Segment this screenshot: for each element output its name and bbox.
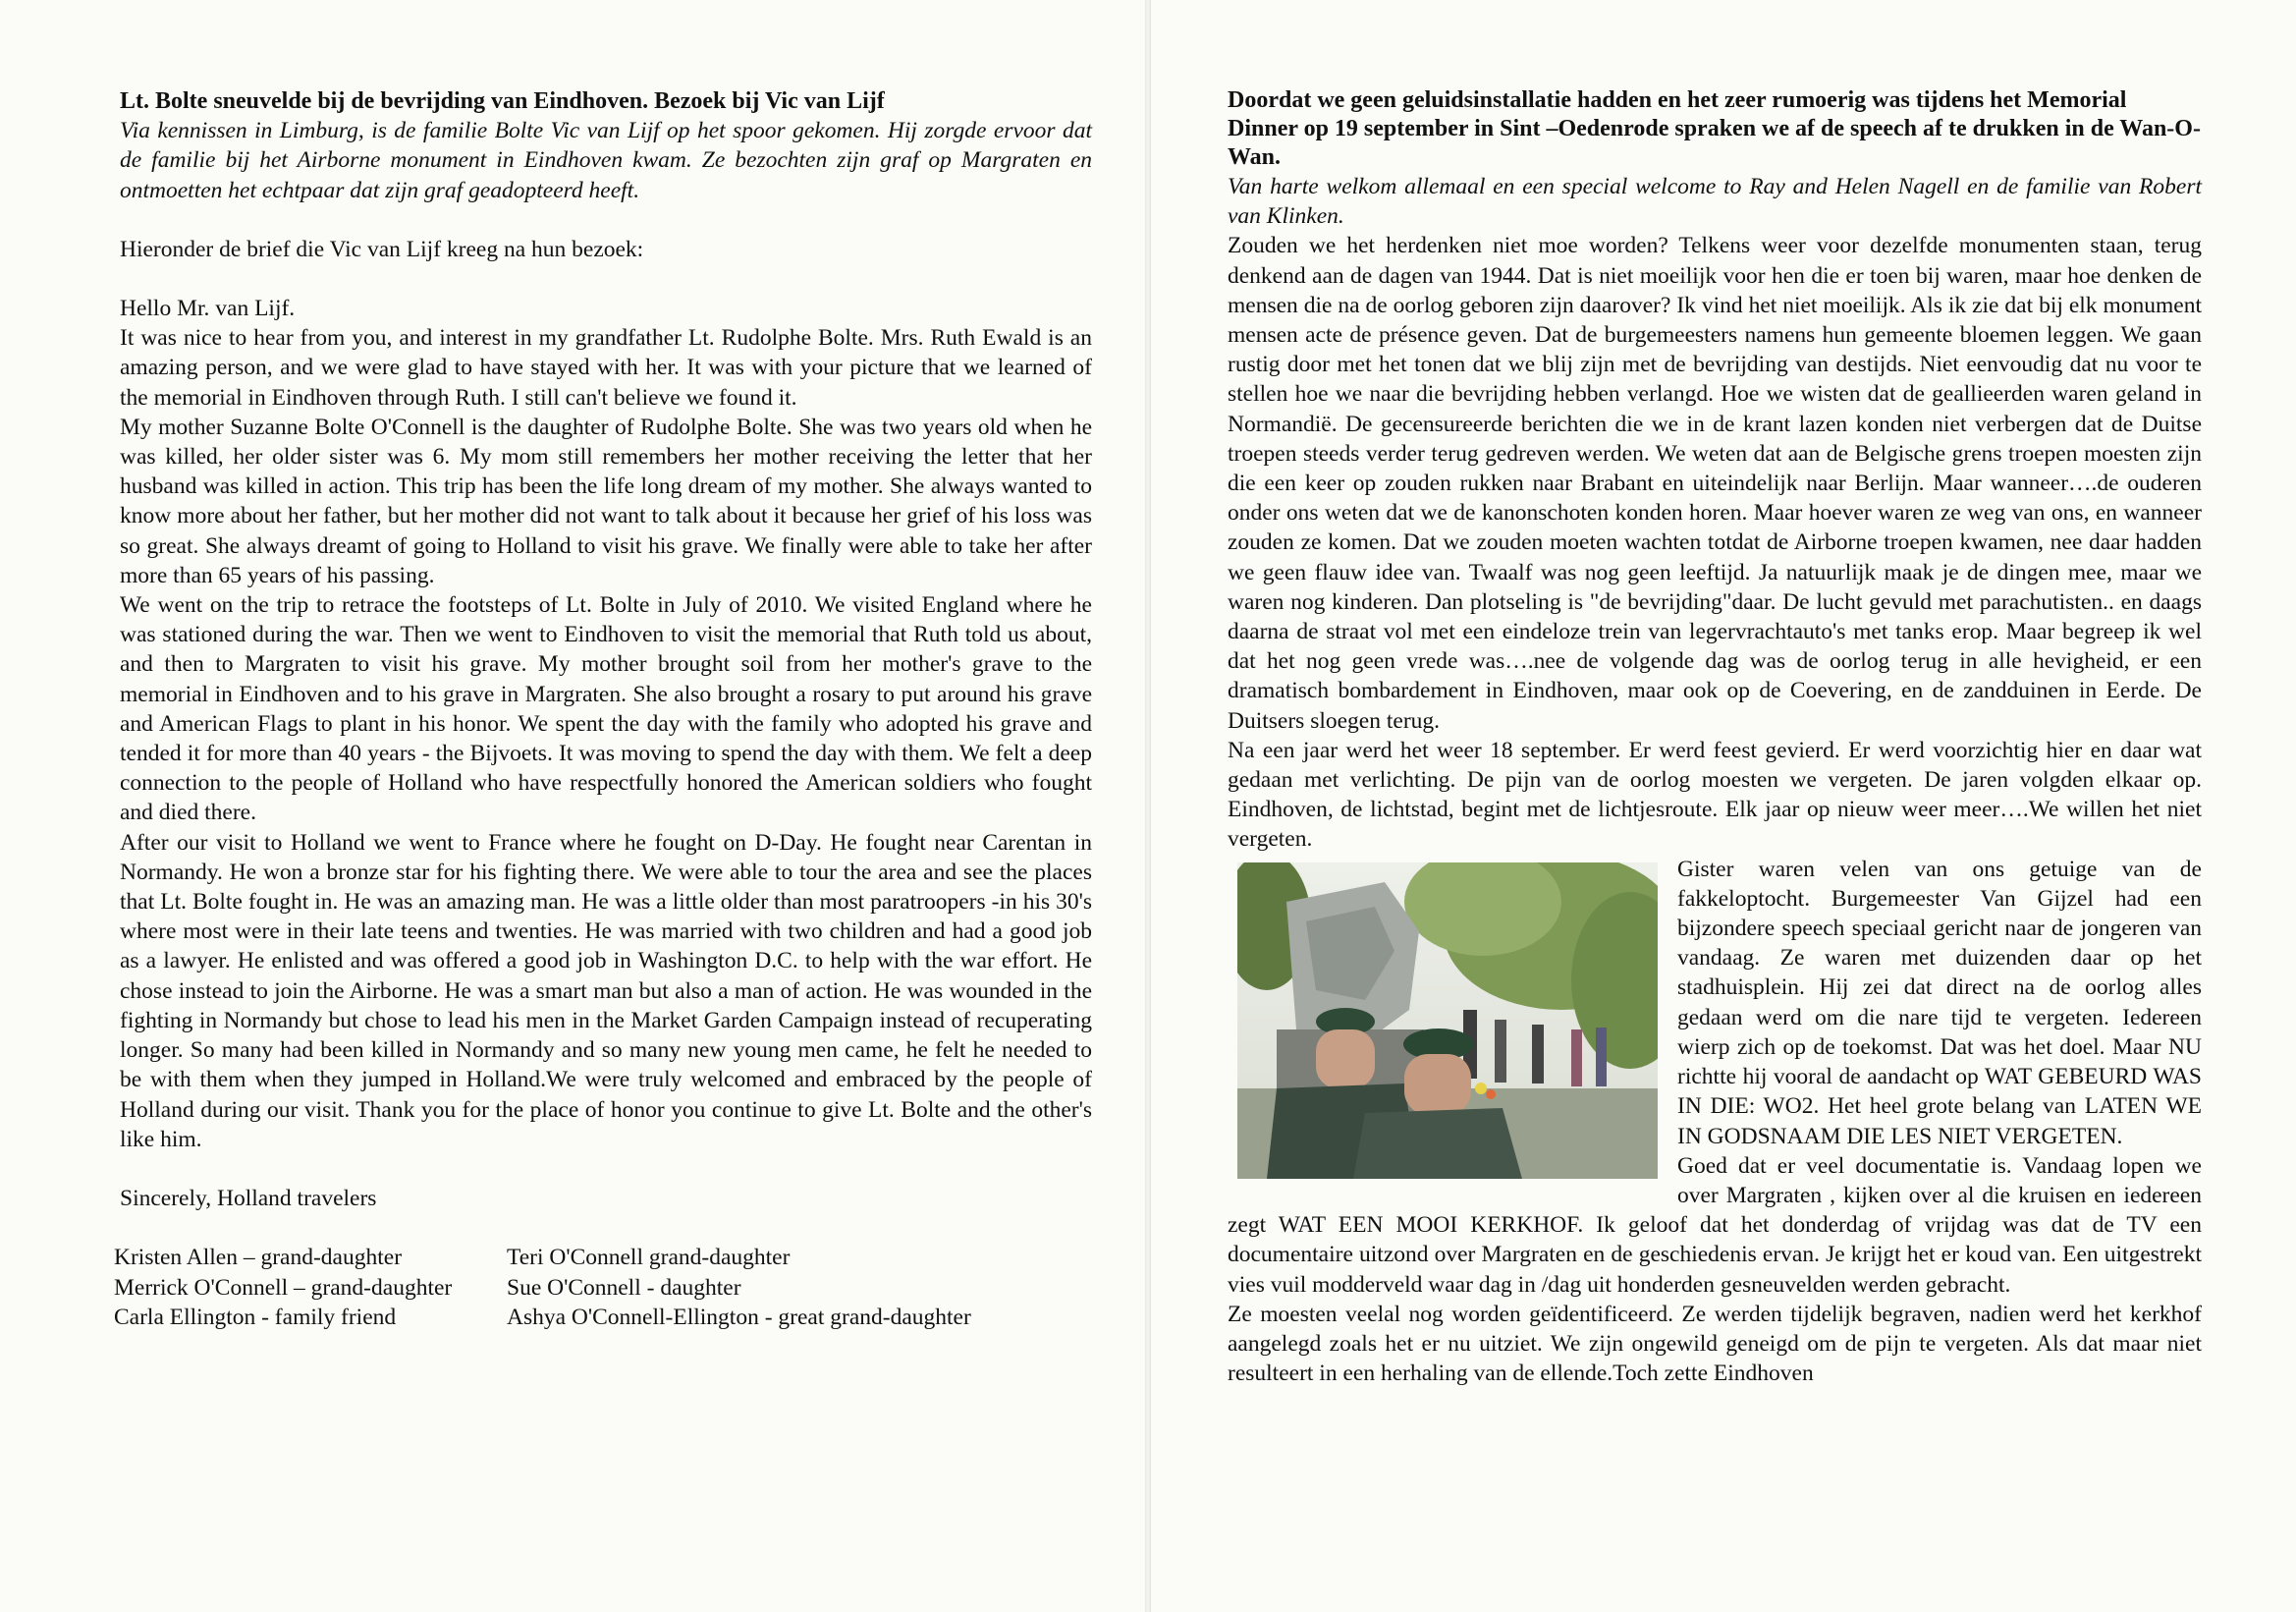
signature: Ashya O'Connell-Ellington - great grand-daughter <box>507 1305 971 1331</box>
left-page <box>114 86 1092 1333</box>
letter-lead: Hieronder de brief die Vic van Lijf kreeg na hun bezoek: <box>120 236 644 262</box>
letter-paragraph: It was nice to hear from you, and interest in my grandfather Lt. Rudolphe Bolte. Mrs. Ruth Ewald is an amazing person, and we were glad to have stayed with her. It was with your picture that we learned of the memorial in Eindhoven through Ruth. I still can't believe we found it. <box>120 325 1092 411</box>
right-intro: Van harte welkom allemaal en een special welcome to Ray and Helen Nagell en de familie van Robert van Klinken. <box>1228 174 2202 230</box>
speech-paragraph: Na een jaar werd het weer 18 september. Er werd feest gevierd. Er werd voorzichtig hier en daar wat gedaan met verlichting. De pijn van de oorlog moesten we vergeten. De jaren volgden elkaar op. Eindhoven, de lichtstad, begint met de lichtjesroute. Elk jaar op nieuw weer meer….We willen het niet vergeten. <box>1228 737 2202 853</box>
left-intro: Via kennissen in Limburg, is de familie Bolte Vic van Lijf op het spoor gekomen. Hij zorgde ervoor dat de familie bij het Airborne monument in Eindhoven kwam. Ze bezochten zijn graf op Margraten en ontmoetten het echtpaar dat zijn graf geadopteerd heeft. <box>120 118 1092 203</box>
letter-paragraph: After our visit to Holland we went to France where he fought on D-Day. He fought near Carentan in Normandy. He won a bronze star for his fighting there. We were able to tour the area and see the places that Lt. Bolte fought in. He was an amazing man. He was a little older than most paratroopers -in his 30's where most were in their late teens and twenties. He was married with two children and had a good job as a lawyer. He enlisted and was offered a good job in Washington D.C. to help with the war effort. He chose instead to join the Airborne. He was a smart man but also a man of action. He was wounded in the fighting in Normandy but chose to lead his men in the Market Garden Campaign instead of recuperating longer. So many had been killed in Normandy and so many new young men came, he felt he needed to be with them when they jumped in Holland.We were truly welcomed and embraced by the people of Holland during our visit. Thank you for the place of honor you continue to give Lt. Bolte and the other's like him. <box>120 829 1092 1152</box>
speech-paragraph: Goed dat er veel documentatie is. Vandaag lopen we over Margraten , kijken over al die kruisen en iedereen zegt WAT EEN MOOI KERKHOF. Ik geloof dat het donderdag of vrijdag was dat de TV een documentaire uitzond over Margraten en de geschiedenis ervan. Je krijgt het er koud van. Een uitgestrekt vies vuil modderveld waar dag in /dag uit honderden gesneuvelden werden gebracht. <box>1228 1152 2202 1298</box>
speech-paragraph: Gister waren velen van ons getuige van de fakkeloptocht. Burgemeester Van Gijzel had een bijzondere speech speciaal gericht naar de jongeren van vandaag. Ze waren met duizenden daar op het stadhuisplein. Hij zei dat direct na de oorlog alles gedaan werd om die nare tijd te vergeten. Iedereen wierp zich op de toekomst. Dat was het doel. Maar NU richtte hij vooral de aandacht op WAT GEBEURD WAS IN DIE: WO2. Het heel grote belang van LATEN WE IN GODSNAAM DIE LES NIET VERGETEN. <box>1677 856 2202 1149</box>
speech-paragraph: Ze moesten veelal nog worden geïdentificeerd. Ze werden tijdelijk begraven, nadien werd het kerkhof aangelegd zoals het er nu uitziet. We zijn ongewild geneigd om de pijn te vergeten. Als dat maar niet resulteert in een herhaling van de ellende.Toch zette Eindhoven <box>1228 1301 2202 1387</box>
signature: Carla Ellington - family friend <box>114 1305 397 1331</box>
letter-greeting: Hello Mr. van Lijf. <box>120 296 296 322</box>
right-page <box>1228 86 2202 1388</box>
page-fold <box>1145 0 1151 1612</box>
letter-paragraph: We went on the trip to retrace the footsteps of Lt. Bolte in July of 2010. We visited England where he was stationed during the war. Then we went to Eindhoven to visit the memorial that Ruth told us about, and then to Margraten to visit his grave. My mother brought soil from her mother's grave to the memorial in Eindhoven and to his grave in Margraten. She also brought a rosary to put around his grave and American Flags to plant in his honor. We spent the day with the family who adopted his grave and tended it for more than 40 years - the Bijvoets. It was moving to spend the day with them. We felt a deep connection to the people of Holland who have respectfully honored the American soldiers who fought and died there. <box>120 592 1092 826</box>
signature: Sue O'Connell - daughter <box>507 1274 741 1301</box>
signature: Merrick O'Connell – grand-daughter <box>114 1274 453 1301</box>
speech-paragraph: Zouden we het herdenken niet moe worden? Telkens weer voor dezelfde monumenten staan, terug denkend aan de dagen van 1944. Dat is niet moeilijk voor hen die er toen bij waren, maar hoe denken de mensen die na de oorlog geboren zijn daarover? Ik vind het niet moeilijk. Als ik zie dat bij elk monument mensen acte de présence geven. Dat de burgemeesters namens hun gemeente bloemen leggen. We gaan rustig door met het tonen dat we blij zijn met de bevrijding van destijds. Niet eenvoudig dat nu voor te stellen hoe we naar die bevrijding hebben verlangd. Hoe we wisten dat de geallieerden waren geland in Normandië. De gecensureerde berichten die we in de krant lazen konden niet verbergen dat de Duitse troepen steeds verder terug gedreven werden. We weten dat aan de Belgische grens troepen moesten zijn die een keer op zouden rukken naar Brabant en uiteindelijk naar Berlijn. Maar wanneer….de ouderen onder ons weten dat we de kanonschoten konden horen. Maar hoever waren ze weg van ons, en wanneer zouden ze komen. Dat we zouden moeten wachten totdat de Airborne troepen kwamen, nee daar hadden we geen flauw idee van. Twaalf was nog geen leeftijd. Ja natuurlijk maak je de dingen mee, maar we waren nog kinderen. Dan plotseling is "de bevrijding"daar. De lucht gevuld met parachutisten.. en daags daarna de straat vol met een eindeloze trein van legervrachtauto's met tanks erop. Maar begreep ik wel dat het nog geen vrede was….nee de volgende dag was de oorlog terug in alle hevigheid, er een dramatisch bombardement in Eindhoven, maar ook op de Coevering, en de zandduinen in Eerde. De Duitsers sloegen terug. <box>1228 233 2202 734</box>
signature: Kristen Allen – grand-daughter <box>114 1245 403 1271</box>
right-heading: Doordat we geen geluidsinstallatie hadden en het zeer rumoerig was tijdens het Memorial Dinner op 19 september in Sint –Oedenrode spraken we af de speech af te drukken in de Wan-O-Wan. <box>1228 87 2201 170</box>
left-heading: Lt. Bolte sneuvelde bij de bevrijding van Eindhoven. Bezoek bij Vic van Lijf <box>120 88 885 114</box>
memorial-photo <box>1237 862 1658 1179</box>
signature-list <box>114 1243 1092 1333</box>
letter-closing: Sincerely, Holland travelers <box>120 1185 377 1211</box>
letter-paragraph: My mother Suzanne Bolte O'Connell is the daughter of Rudolphe Bolte. She was two years old when he was killed, her older sister was 6. My mom still remembers her mother receiving the letter that her husband was killed in action. This trip has been the life long dream of my mother. She always wanted to know more about her father, but her mother did not want to talk about it because her grief of his loss was so great. She always dreamt of going to Holland to visit his grave. We finally were able to take her after more than 65 years of his passing. <box>120 414 1092 588</box>
signature: Teri O'Connell grand-daughter <box>507 1245 791 1271</box>
